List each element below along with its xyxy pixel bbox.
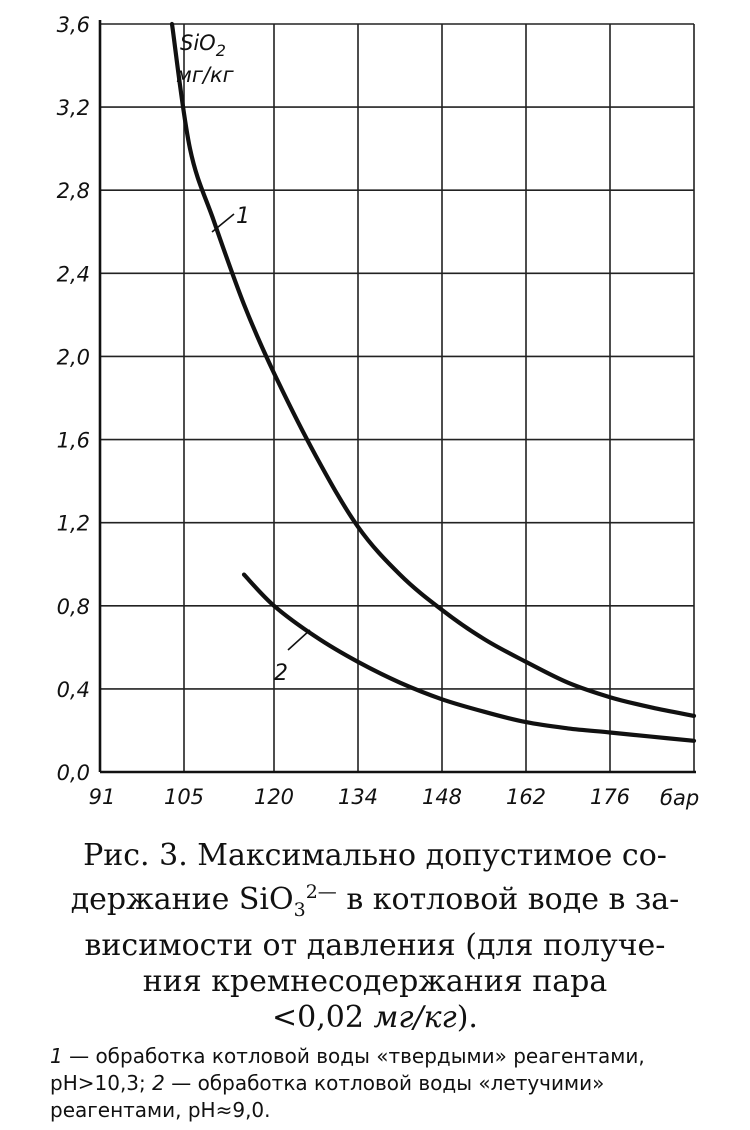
y-tick-label: 3,6 [56, 13, 90, 37]
series-line-2 [244, 575, 694, 741]
caption-line-4: ния кремнесодержания пара [142, 964, 608, 999]
y-tick-label: 2,0 [56, 345, 90, 370]
caption-line-5: <0,02 мг/кг). [272, 1000, 478, 1035]
caption-line-3: висимости от давления (для получе- [84, 928, 666, 963]
x-tick-label: 162 [505, 785, 547, 809]
y-unit-label-units: мг/кг [176, 63, 234, 87]
y-tick-label: 0,4 [56, 677, 90, 702]
note-1-number: 1 [50, 1044, 63, 1068]
y-tick-label: 0,8 [56, 594, 90, 619]
x-tick-label: 120 [253, 785, 295, 809]
note-2-text: — обработка котловой воды «летучими» реагентами, pH≈9,0. [50, 1071, 605, 1122]
y-tick-label: 2,4 [56, 262, 90, 287]
x-tick-label: 105 [163, 785, 205, 809]
y-tick-label: 1,6 [56, 428, 90, 453]
caption-line-1: Рис. 3. Максимально допустимое со- [83, 838, 667, 873]
y-unit-label: SiO$_2$ [180, 31, 226, 60]
curve-2-label: 2 [274, 661, 288, 686]
figure-caption [40, 838, 710, 1036]
axes [100, 20, 696, 772]
series-line-1 [172, 24, 694, 716]
x-tick-label: 148 [421, 785, 463, 809]
note-2-number: 2 [152, 1071, 165, 1095]
curve-2-label-leader [288, 630, 310, 650]
curve-1-label: 1 [236, 204, 250, 229]
y-tick-label: 0,0 [56, 761, 90, 785]
x-tick-label: 134 [337, 785, 379, 809]
series-group [172, 24, 694, 741]
y-tick-label: 2,8 [56, 179, 90, 204]
x-tick-label: 91 [88, 785, 116, 809]
x-tick-label: 176 [589, 785, 631, 809]
y-tick-label: 3,2 [56, 96, 90, 121]
caption-line-2: держание SiO$_3^{2—}$ в котловой воде в за- [70, 881, 680, 921]
curve-labels [212, 204, 310, 686]
y-tick-label: 1,2 [56, 511, 90, 536]
x-unit-label: бар [660, 786, 700, 810]
figure-notes [50, 1043, 700, 1124]
note-1-text: — обработка котловой воды «твердыми» реагентами, pH>10,3; [50, 1044, 645, 1095]
